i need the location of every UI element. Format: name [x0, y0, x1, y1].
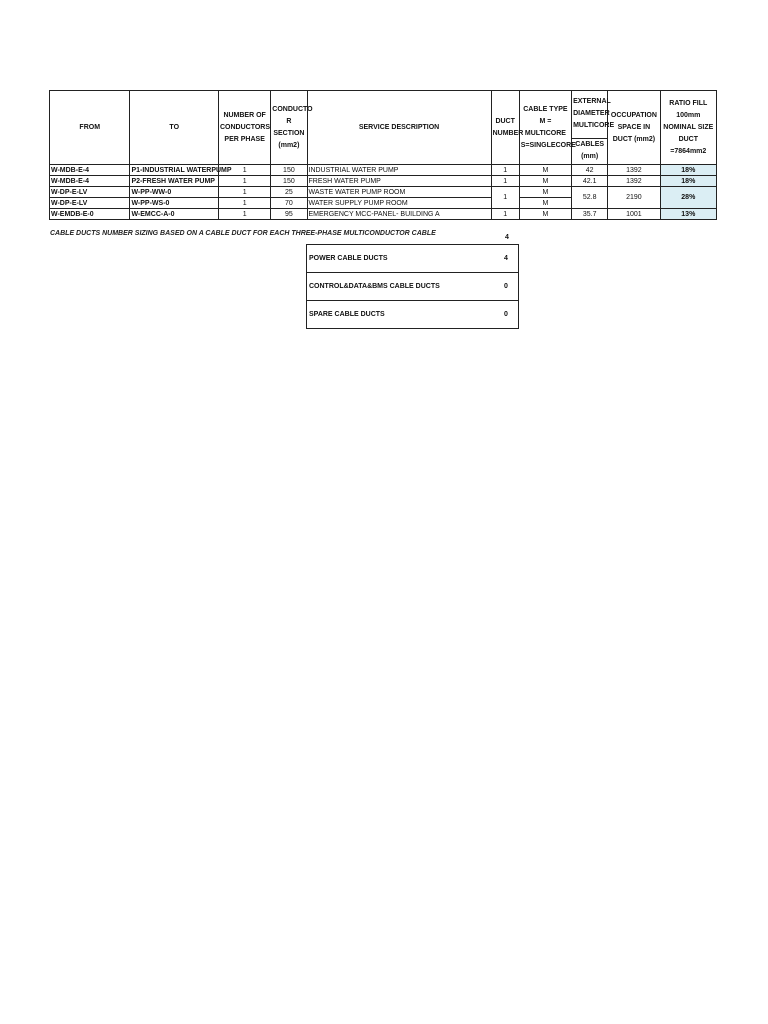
cell-from: W-EMDB-E-0 — [50, 209, 130, 220]
header-ext-diameter-unit: CABLES (mm) — [572, 138, 608, 164]
summary-label: CONTROL&DATA&BMS CABLE DUCTS — [307, 273, 495, 301]
cell-to: W-EMCC-A-0 — [130, 209, 219, 220]
cell-occupation: 1392 — [608, 165, 660, 176]
header-from: FROM — [50, 91, 130, 165]
cell-type: M — [519, 209, 571, 220]
cell-section: 150 — [271, 165, 307, 176]
table-row — [50, 176, 717, 187]
cell-service: EMERGENCY MCC-PANEL- BUILDING A — [307, 209, 491, 220]
header-ratio: RATIO FILL 100mm NOMINAL SIZE DUCT =7864mm2 — [660, 91, 716, 165]
sizing-note: CABLE DUCTS NUMBER SIZING BASED ON A CABLE DUCT FOR EACH THREE-PHASE MULTICONDUCTOR CABLE — [50, 230, 436, 237]
header-occupation: OCCUPATION SPACE IN DUCT (mm2) — [608, 91, 660, 165]
cell-from: W-DP-E-LV — [50, 187, 130, 198]
summary-label: SPARE CABLE DUCTS — [307, 301, 495, 329]
cell-conductors: 1 — [218, 187, 270, 198]
cell-diameter: 42 — [572, 165, 608, 176]
table-row — [50, 165, 717, 176]
header-conductors: NUMBER OF CONDUCTORS PER PHASE — [218, 91, 270, 165]
header-duct: DUCT NUMBER — [491, 91, 519, 165]
summary-row — [307, 273, 519, 301]
cell-ratio: 13% — [660, 209, 716, 220]
cell-service: WASTE WATER PUMP ROOM — [307, 187, 491, 198]
table-row — [50, 187, 717, 198]
summary-label: POWER CABLE DUCTS — [307, 245, 495, 273]
cell-ratio: 18% — [660, 176, 716, 187]
cell-conductors: 1 — [218, 198, 270, 209]
cell-conductors: 1 — [218, 209, 270, 220]
cell-section: 150 — [271, 176, 307, 187]
sizing-note-value: 4 — [505, 234, 509, 241]
cell-diameter: 35.7 — [572, 209, 608, 220]
cell-duct: 1 — [491, 187, 519, 209]
summary-value: 4 — [494, 245, 519, 273]
summary-row — [307, 245, 519, 273]
cell-type: M — [519, 198, 571, 209]
cell-duct: 1 — [491, 165, 519, 176]
header-ext-diameter: EXTERNAL DIAMETER MULTICORE — [572, 91, 608, 139]
cell-from: W-DP-E-LV — [50, 198, 130, 209]
cell-diameter: 52.8 — [572, 187, 608, 209]
cell-to: P2-FRESH WATER PUMP — [130, 176, 219, 187]
cell-service: INDUSTRIAL WATER PUMP — [307, 165, 491, 176]
cell-type: M — [519, 187, 571, 198]
header-section: CONDUCTO R SECTION (mm2) — [271, 91, 307, 165]
header-service: SERVICE DESCRIPTION — [307, 91, 491, 165]
cell-duct: 1 — [491, 209, 519, 220]
cell-occupation: 1001 — [608, 209, 660, 220]
cell-section: 25 — [271, 187, 307, 198]
cell-occupation: 1392 — [608, 176, 660, 187]
header-cable-type: CABLE TYPE M = MULTICORE S=SINGLECORE — [519, 91, 571, 165]
cell-ratio: 18% — [660, 165, 716, 176]
cell-service: FRESH WATER PUMP — [307, 176, 491, 187]
cell-conductors: 1 — [218, 176, 270, 187]
cell-occupation: 2190 — [608, 187, 660, 209]
cable-duct-table — [49, 90, 717, 220]
cell-ratio: 28% — [660, 187, 716, 209]
cell-to: W-PP-WS-0 — [130, 198, 219, 209]
cell-type: M — [519, 176, 571, 187]
cell-to: P1-INDUSTRIAL WATERPUMP — [131, 166, 232, 174]
cell-section: 95 — [271, 209, 307, 220]
cell-from: W-MDB-E-4 — [50, 176, 130, 187]
cell-to: W-PP-WW-0 — [130, 187, 219, 198]
cell-conductors: 1 — [218, 165, 270, 176]
cell-section: 70 — [271, 198, 307, 209]
cell-service: WATER SUPPLY PUMP ROOM — [307, 198, 491, 209]
table-row — [50, 209, 717, 220]
summary-row — [307, 301, 519, 329]
cell-from: W-MDB-E-4 — [50, 165, 130, 176]
header-to: TO — [130, 91, 219, 165]
cell-diameter: 42.1 — [572, 176, 608, 187]
cell-type: M — [519, 165, 571, 176]
summary-value: 0 — [494, 273, 519, 301]
cell-duct: 1 — [491, 176, 519, 187]
duct-summary-table — [306, 244, 519, 329]
summary-value: 0 — [494, 301, 519, 329]
